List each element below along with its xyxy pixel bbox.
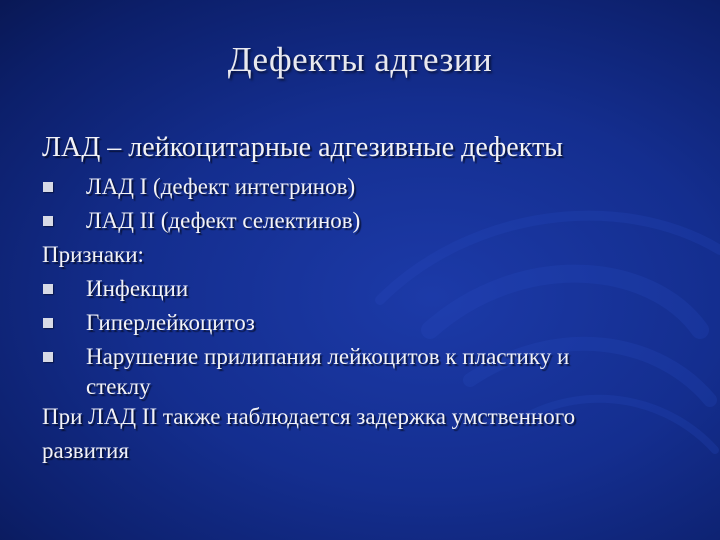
square-bullet-icon: [43, 182, 53, 192]
list-item-text: Инфекции: [86, 276, 189, 301]
list-item-infections: [42, 272, 702, 306]
square-bullet-icon: [43, 216, 53, 226]
signs-label: Признаки:: [42, 242, 144, 267]
list-item-text: ЛАД II (дефект селектинов): [86, 208, 361, 233]
list-item-hyperleukocytosis: [42, 306, 702, 340]
slide-content: [42, 128, 702, 468]
note-line-1: При ЛАД II также наблюдается задержка умственного: [42, 404, 576, 429]
slide-title: Дефекты адгезии: [227, 40, 493, 79]
list-item-text: Гиперлейкоцитоз: [86, 310, 255, 335]
note-line-2: развития: [42, 438, 129, 463]
list-item-text: ЛАД I (дефект интегринов): [86, 174, 356, 199]
square-bullet-icon: [43, 284, 53, 294]
list-item-text: Нарушение прилипания лейкоцитов к пластику и: [86, 344, 570, 369]
lad-definition: ЛАД – лейкоцитарные адгезивные дефекты: [42, 132, 563, 163]
square-bullet-icon: [43, 352, 53, 362]
list-item-lad1: [42, 170, 702, 204]
list-item-continuation: стеклу: [86, 374, 151, 399]
list-item-lad2: [42, 204, 702, 238]
square-bullet-icon: [43, 318, 53, 328]
list-item-adhesion-disorder: [42, 340, 702, 374]
